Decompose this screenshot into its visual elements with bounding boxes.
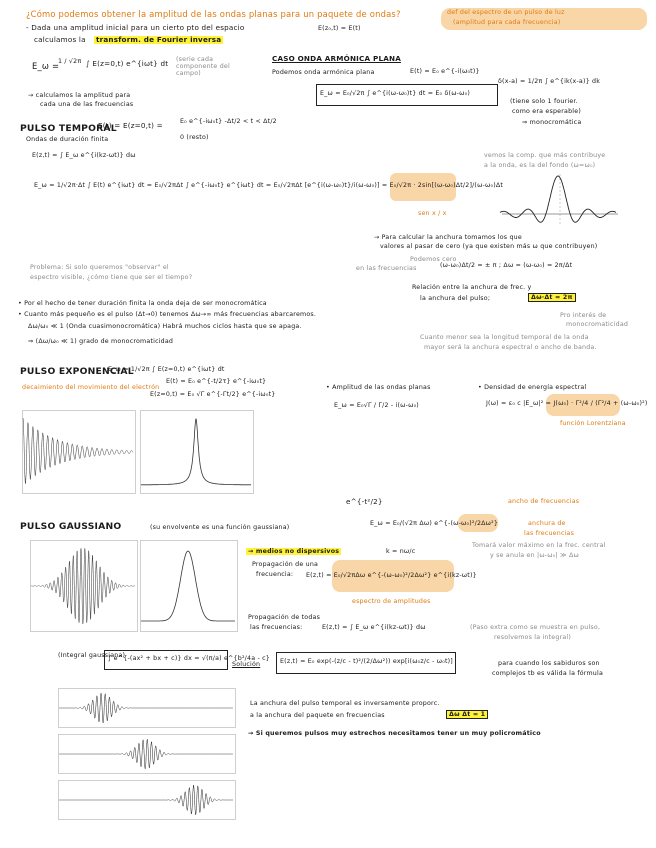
pulso-temporal-bullet2: valores al pasar de cero (ya que existen más ω que contribuyen): [380, 243, 598, 250]
gaussian-arrow-note: → medios no dispersivos: [248, 548, 340, 555]
grey-note1: Podemos cero: [410, 256, 457, 263]
pulso-temporal-right-note2: a la onda, es la del fondo (ω=ω₀): [484, 162, 596, 169]
pulso-temporal-bullet1: → Para calcular la anchura tomamos los que: [374, 234, 522, 241]
fourier-eq-note: (serie cada componente del campo): [176, 56, 230, 78]
final-note1: para cuando los sabiduros son: [498, 660, 600, 667]
prop1-line2: frecuencia:: [256, 571, 294, 578]
propagation-panel-3: [58, 780, 236, 820]
density-title: • Densidad de energía espectral: [478, 384, 587, 391]
prop2-eq: E(z,t) = ∫ E_ω e^{i(kz-ωt)} dω: [322, 624, 426, 631]
caso-onda-result: E_ω = E₀/√2π ∫ e^{i(ω-ω₀)t} dt = E₀ δ(ω-ω₀): [320, 90, 470, 97]
mid-side-note2: monocromaticidad: [566, 321, 629, 328]
amp-title: • Amplitud de las ondas planas: [326, 384, 431, 391]
caso-onda-line: Podemos onda armónica plana: [272, 69, 375, 76]
intro-line2-highlight: transform. de Fourier inversa: [96, 35, 222, 44]
pulso-gaussiano-subtitle: (su envolvente es una función gaussiana): [150, 524, 290, 531]
exp-decay-figure: [22, 410, 136, 494]
intro-line2-prefix: calculamos la: [34, 35, 86, 44]
propagation-panel-2: [58, 734, 236, 774]
integral-label: (Integral gaussiana): [58, 652, 126, 659]
gaussian-orange-right2: las frecuencias: [524, 530, 575, 537]
mid-side-note3: Cuanto menor sea la longitud temporal de la onda: [420, 334, 589, 341]
exp-decay-plot: [23, 411, 135, 493]
caso-onda-expr: E(t) = E₀ e^{-i(ω₀t)}: [410, 68, 480, 75]
paso-note1: (Paso extra como se muestra en pulso,: [470, 624, 601, 631]
gaussian-orange-top: ancho de frecuencias: [508, 498, 580, 505]
density-eq: J(ω) = ε₀ c |E_ω|² = J(ω₀) · Γ²/4 / (Γ²/4 + (ω-ω₀)²): [486, 400, 648, 407]
solution-eq: E(z,t) = E₀ exp(-(z/c - t)²/(2/Δω²)) exp[i(ω₀z/c - ω₀t)]: [280, 658, 453, 665]
gaussian-arrow-expr: k = nω/c: [386, 548, 416, 555]
anchura-box: Δω Δt = 1: [446, 710, 488, 719]
question-title: ¿Cómo podemos obtener la amplitud de las ondas planas para un paquete de ondas?: [26, 9, 401, 19]
delta-note: δ(x-a) = 1/2π ∫ e^{ik(x-a)} dk: [498, 78, 601, 85]
mid-bullet2: • Cuanto más pequeño es el pulso (Δt→0) tenemos Δω→∞ más frecuencias abarcaremos.: [18, 311, 317, 318]
pulso-exponencial-expr3: E(z=0,t) = E₀ √Γ e^{-Γt/2} e^{-iω₀t}: [150, 391, 276, 398]
propagation-plot-2: [59, 735, 235, 773]
fourier-eq-integral: ∫ E(z=0,t) e^{iωt} dt: [86, 59, 169, 68]
final-note2: complejos tb es válida la fórmula: [492, 670, 604, 677]
propagation-panel-1: [58, 688, 236, 728]
relacion-box: Δω·Δt = 2π: [528, 293, 576, 302]
pulso-exponencial-orange-note: decaimiento del movimiento del electrón: [22, 384, 160, 391]
amp-eq: E_ω = E₀√Γ / Γ/2 - i(ω-ω₀): [334, 402, 419, 409]
side-title-line2: (amplitud para cada frecuencia): [453, 19, 561, 26]
gaussian-spectrum-figure: [140, 540, 238, 632]
pulso-temporal-case2: 0 (resto): [180, 134, 209, 141]
sinc-label: sen x / x: [418, 210, 447, 217]
fourier-eq-frac: 1 / √2π: [58, 58, 82, 65]
mid-bullet3: Δω/ω₀ ≪ 1 (Onda cuasimonocromática) Habrá muchos ciclos hasta que se apaga.: [28, 323, 302, 330]
pulso-exponencial-expr1: E_ω = 1/√2π ∫ E(z=0,t) e^{iωt} dt: [108, 366, 225, 373]
pulso-gaussiano-eq: E_ω = E₀/(√2π Δω) e^{-(ω-ω₀)²/2Δω²}: [370, 520, 499, 527]
anchura-line2: a la anchura del paquete en frecuencias: [250, 712, 385, 719]
prop2-line1: Propagación de todas: [248, 614, 321, 621]
pulso-exponencial-expr2: E(t) = E₀ e^{-t/2τ} e^{-iω₀t}: [166, 378, 267, 385]
zero-eq: (ω-ω₀)Δt/2 = ± π ; Δω = (ω-ω₀) = 2π/Δt: [440, 262, 573, 269]
mid-side-note1: Pro interés de: [560, 312, 607, 319]
caso-onda-note1: (tiene solo 1 fourier.: [510, 98, 578, 105]
problema-line1: Problema: Si solo queremos "observar" el: [30, 264, 169, 271]
fourier-eq-lhs: E_ω =: [32, 61, 60, 71]
mid-side-note4: mayor será la anchura espectral o ancho de banda.: [424, 344, 597, 351]
amplitude-bullet-line2: cada una de las frecuencias: [40, 101, 134, 108]
caso-onda-note3: ⇒ monocromática: [522, 119, 582, 126]
solution-label: Solución: [232, 661, 261, 668]
pulso-temporal-case1: E₀ e^{-iω₀t} -Δt/2 < t < Δt/2: [180, 118, 277, 125]
final-bullet: → Si queremos pulsos muy estrechos necesitamos tener un muy policromático: [248, 730, 541, 737]
relacion-line1: Relación entre la anchura de frec. y: [412, 284, 532, 291]
caso-onda-note2: como era esperable): [512, 108, 581, 115]
lorentz-note: función Lorentziana: [560, 420, 626, 427]
propagation-plot-1: [59, 689, 235, 727]
problema-line2: espectro visible, ¿cómo tiene que ser el tiempo?: [30, 274, 193, 281]
pulso-temporal-expr: E(t) = E(z=0,t) =: [98, 121, 163, 130]
relacion-line2: la anchura del pulso;: [420, 295, 491, 302]
pulso-temporal-subtitle: Ondas de duración finita: [26, 136, 109, 143]
pulso-exponencial-title: PULSO EXPONENCIAL: [20, 366, 134, 377]
gaussian-right-note1: Tomará valor máximo en la frec. central: [472, 542, 606, 549]
mid-bullet1: • Por el hecho de tener duración finita la onda deja de ser monocromática: [18, 300, 267, 307]
gaussian-pulse-plot: [31, 541, 137, 631]
anchura-line1: La anchura del pulso temporal es inversamente proporc.: [250, 700, 440, 707]
integral-eq: ∫ e^{-(ax² + bx + c)} dx = √(π/a) e^{b²/4a - c}: [108, 655, 270, 662]
pulso-gaussiano-title: PULSO GAUSSIANO: [20, 521, 122, 532]
espectro-note: espectro de amplitudes: [352, 598, 431, 605]
intro-line1: - Dada una amplitud inicial para un cierto pto del espacio: [26, 23, 245, 32]
gaussian-top-expr: e^{-t²/2}: [346, 497, 383, 506]
gaussian-spectrum-plot: [141, 541, 237, 631]
propagation-plot-3: [59, 781, 235, 819]
paso-note2: resolvemos la integral): [494, 634, 572, 641]
caso-onda-title: CASO ONDA ARMÓNICA PLANA: [272, 54, 401, 63]
pulso-temporal-long-eq: E_ω = 1/√2π·Δt ∫ E(t) e^{iωt} dt = E₀/√2πΔt ∫ e^{-iω₀t} e^{iωt} dt = E₀/√2πΔt [e^{i(ω-ω₀)t}/i(ω-ω₀)] = E₀/√2π · 2sin[(ω-ω₀)Δt/2]/(ω-ω₀)Δt: [34, 182, 504, 189]
amplitude-bullet-line1: → calculamos la amplitud para: [28, 92, 131, 99]
grey-note2: en las frecuencias: [356, 265, 417, 272]
prop1-eq: E(z,t) = E₀/√2πΔω e^{-(ω-ω₀)²/2Δω²} e^{i(kz-ωt)}: [306, 572, 477, 579]
intro-line1-expr: E(z₀,t) = E(t): [318, 25, 361, 32]
pulso-temporal-sum: E(z,t) = ∫ E_ω e^{i(kz-ωt)} dω: [32, 152, 136, 159]
gaussian-pulse-figure: [30, 540, 138, 632]
prop2-line2: las frecuencias:: [250, 624, 303, 631]
pulso-temporal-right-note1: vemos la comp. que más contribuye: [484, 152, 606, 159]
side-title-line1: def del espectro de un pulso de luz: [447, 9, 565, 16]
mid-bullet4: ⇒ (Δω/ω₀ ≪ 1) grado de monocromaticidad: [28, 338, 174, 345]
gaussian-right-note2: y se anula en |ω-ω₀| ≫ Δω: [490, 552, 579, 559]
pulso-temporal-title: PULSO TEMPORAL: [20, 123, 117, 134]
lorentzian-plot: [141, 411, 253, 493]
lorentzian-figure: [140, 410, 254, 494]
sinc-sketch: [500, 170, 620, 230]
gaussian-orange-right1: anchura de: [528, 520, 566, 527]
prop1-line1: Propagación de una: [252, 561, 319, 568]
